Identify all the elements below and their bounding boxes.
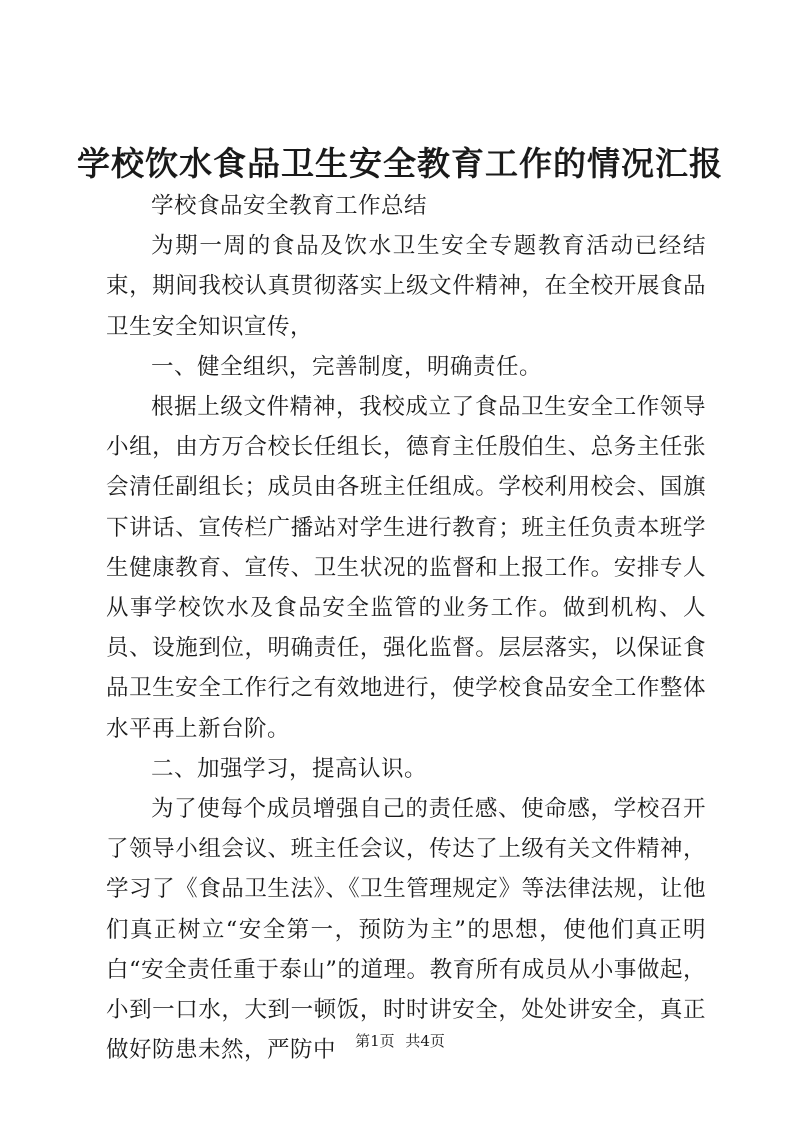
page-footer	[0, 1030, 800, 1052]
paragraph-learning: 为了使每个成员增强自己的责任感、使命感，学校召开了领导小组会议、班主任会议，传达了上级有关文件精神，学习了《食品卫生法》、《卫生管理规定》等法律法规，让他们真正树立“安全第一，预防为主”的思想，使他们真正明白“安全责任重于泰山”的道理。教育所有成员从小事做起，小到一口水，大到一顿饭，时时讲安全，处处讲安全，真正做好防患未然，严防中	[106, 796, 706, 1064]
paragraph-organization: 根据上级文件精神，我校成立了食品卫生安全工作领导小组，由方万合校长任组长，德育主任殷伯生、总务主任张会清任副组长；成员由各班主任组成。学校利用校会、国旗下讲话、宣传栏广播站对学生进行教育；班主任负责本班学生健康教育、宣传、卫生状况的监督和上报工作。安排专人从事学校饮水及食品安全监管的业务工作。做到机构、人员、设施到位，明确责任，强化监督。层层落实，以保证食品卫生安全工作行之有效地进行，使学校食品安全工作整体水平再上新台阶。	[106, 394, 706, 742]
page-total: 共4页	[405, 1032, 445, 1050]
section-heading-2: 二、加强学习，提高认识。	[151, 755, 428, 782]
page-number: 第1页	[355, 1032, 395, 1050]
section-heading-1: 一、健全组织，完善制度，明确责任。	[151, 353, 543, 380]
paragraph-subtitle: 学校食品安全教育工作总结	[151, 193, 428, 219]
document-body	[106, 186, 706, 1070]
document-title: 学校饮水食品卫生安全教育工作的情况汇报	[77, 144, 723, 183]
paragraph-intro: 为期一周的食品及饮水卫生安全专题教育活动已经结束，期间我校认真贯彻落实上级文件精神，在全校开展食品卫生安全知识宣传，	[106, 233, 706, 340]
